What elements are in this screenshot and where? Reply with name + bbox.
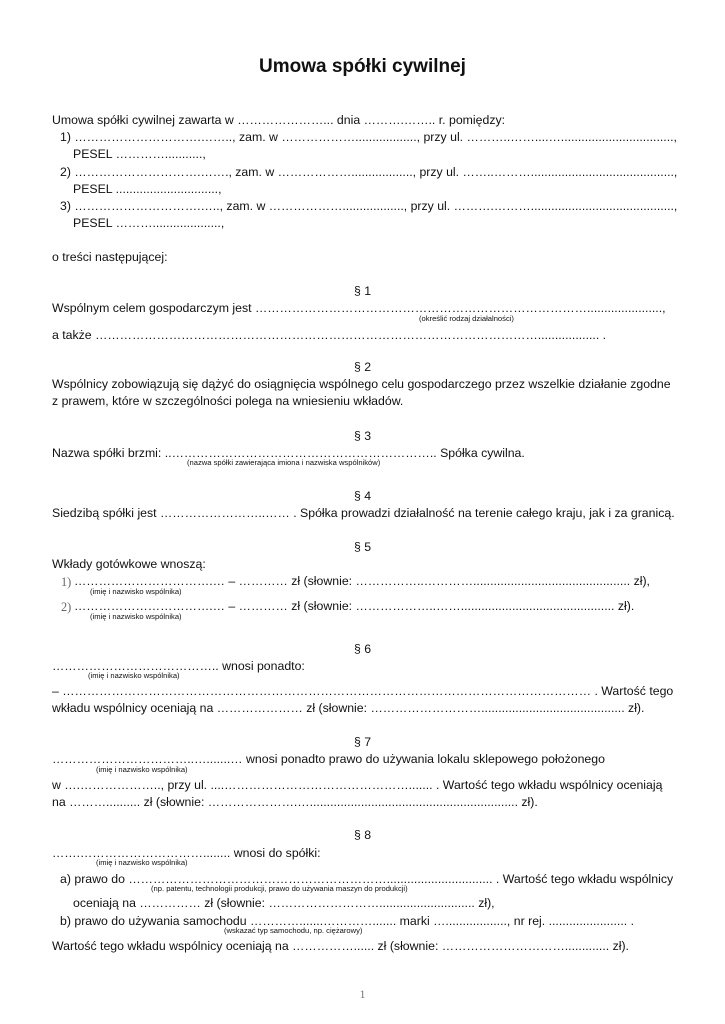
section-6-line-2: – ………………………………………………………………………………………………………………… . Wartość tego bbox=[52, 684, 674, 698]
section-7-heading: § 7 bbox=[353, 735, 372, 749]
section-7-line-2: w ….……………….., przy ul. ....………………………………………....... . Wartość tego wkładu wspólnicy oceniają bbox=[52, 778, 663, 792]
section-5-item-2-text: …………………………….… – ………… zł (słownie: ………………..……............................................. zł). bbox=[74, 599, 635, 613]
section-2-line-1: Wspólnicy zobowiązują się dążyć do osiągnięcia wspólnego celu gospodarczego przez wszelkie działanie zgodne bbox=[52, 377, 671, 391]
section-8-line-3: oceniają na …………… zł (słownie: ………………………............................ zł), bbox=[73, 896, 495, 910]
section-5-heading: § 5 bbox=[353, 540, 372, 554]
party-3-pesel: PESEL ………...................., bbox=[73, 216, 225, 230]
party-1-line: 1) ………………………….…….., zam. w ……………….................., przy ul. ………..……....…................................., bbox=[60, 130, 677, 144]
section-3-heading: § 3 bbox=[353, 429, 372, 443]
section-8-line-4: b) prawo do używania samochodu ………….......…………....... marki ….................., nr rej. ....................... . bbox=[60, 914, 635, 928]
intro-closing: o treści następującej: bbox=[52, 250, 168, 264]
section-7-line-3: na ……….......... zł (słownie: ………………….…............................................................. zł). bbox=[52, 795, 538, 809]
section-6-heading: § 6 bbox=[353, 642, 372, 656]
section-7-line-1: ……………………………..….......… wnosi ponadto prawo do używania lokalu sklepowego położonego bbox=[52, 752, 605, 766]
section-3-line: Nazwa spółki brzmi: ..……………………………………………………….. Spółka cywilna. bbox=[52, 446, 525, 460]
party-3-line: 3) ………………………….….., zam. w ……………….................., przy ul. ……….……….........................................., bbox=[60, 199, 678, 213]
section-8-heading: § 8 bbox=[353, 828, 372, 842]
section-4-line: Siedzibą spółki jest ……………………..…… . Spółka prowadzi działalność na terenie całego kraju, jak i za granicą. bbox=[52, 506, 675, 520]
section-1-heading: § 1 bbox=[353, 284, 372, 298]
section-4-heading: § 4 bbox=[353, 489, 372, 503]
section-8-line-1: …….…………………………........ wnosi do spółki: bbox=[52, 846, 321, 860]
section-1-line-2: a także ……………………………………………………………………………………………….................. . bbox=[52, 328, 607, 342]
section-5-item-2-number: 2) bbox=[61, 600, 72, 614]
section-5-item-1-hint: (imię i nazwisko wspólnika) bbox=[90, 587, 182, 596]
section-5-line: Wkłady gotówkowe wnoszą: bbox=[52, 557, 206, 571]
section-7-hint: (imię i nazwisko wspólnika) bbox=[96, 765, 188, 774]
section-3-hint: (nazwa spółki zawierająca imiona i nazwiska wspólników) bbox=[187, 458, 381, 467]
section-5-item-1-number: 1) bbox=[61, 575, 72, 589]
page-number: 1 bbox=[359, 987, 366, 1001]
party-2-line: 2) ………………………….……., zam. w ……………….................., przy ul. ……..……….........................................., bbox=[60, 165, 678, 179]
section-8-hint-2: (np. patentu, technologii produkcji, prawo do używania maszyn do produkcji) bbox=[151, 884, 408, 893]
section-8-hint-3: (wskazać typ samochodu, np. ciężarowy) bbox=[224, 926, 363, 935]
section-1-hint: (określić rodzaj działalności) bbox=[419, 314, 514, 323]
section-5-item-1-text: …………………………….… – ………… zł (słownie: ……………..………….............................................. zł), bbox=[74, 574, 650, 588]
section-2-line-2: z prawem, które w szczególności polega na wniesieniu wkładów. bbox=[52, 394, 404, 408]
section-6-line-1: ………………………………….. wnosi ponadto: bbox=[52, 659, 305, 673]
document-title: Umowa spółki cywilnej bbox=[259, 56, 466, 77]
party-1-pesel: PESEL …………..........., bbox=[73, 147, 206, 161]
section-6-line-3: wkładu wspólnicy oceniają na ………………… zł (słownie: ……………………….......................................... zł). bbox=[52, 701, 645, 715]
section-1-line-1: Wspólnym celem gospodarczym jest ………………………………………………………………………......................, bbox=[52, 301, 666, 315]
section-5-item-2-hint: (imię i nazwisko wspólnika) bbox=[90, 612, 182, 621]
section-2-heading: § 2 bbox=[353, 360, 372, 374]
party-2-pesel: PESEL .............................., bbox=[73, 182, 222, 196]
section-8-line-5: Wartość tego wkładu wspólnicy oceniają na ……………...... zł (słownie: …………………………............. zł). bbox=[52, 939, 629, 953]
section-6-hint: (imię i nazwisko wspólnika) bbox=[88, 671, 180, 680]
section-8-line-2: a) prawo do ………………………………………………………............................... . Wartość tego wkładu wspólnicy bbox=[60, 872, 674, 886]
section-8-hint-1: (imię i nazwisko wspólnika) bbox=[96, 858, 188, 867]
intro-line: Umowa spółki cywilnej zawarta w …………………... dnia ……….…….. r. pomiędzy: bbox=[52, 113, 506, 127]
